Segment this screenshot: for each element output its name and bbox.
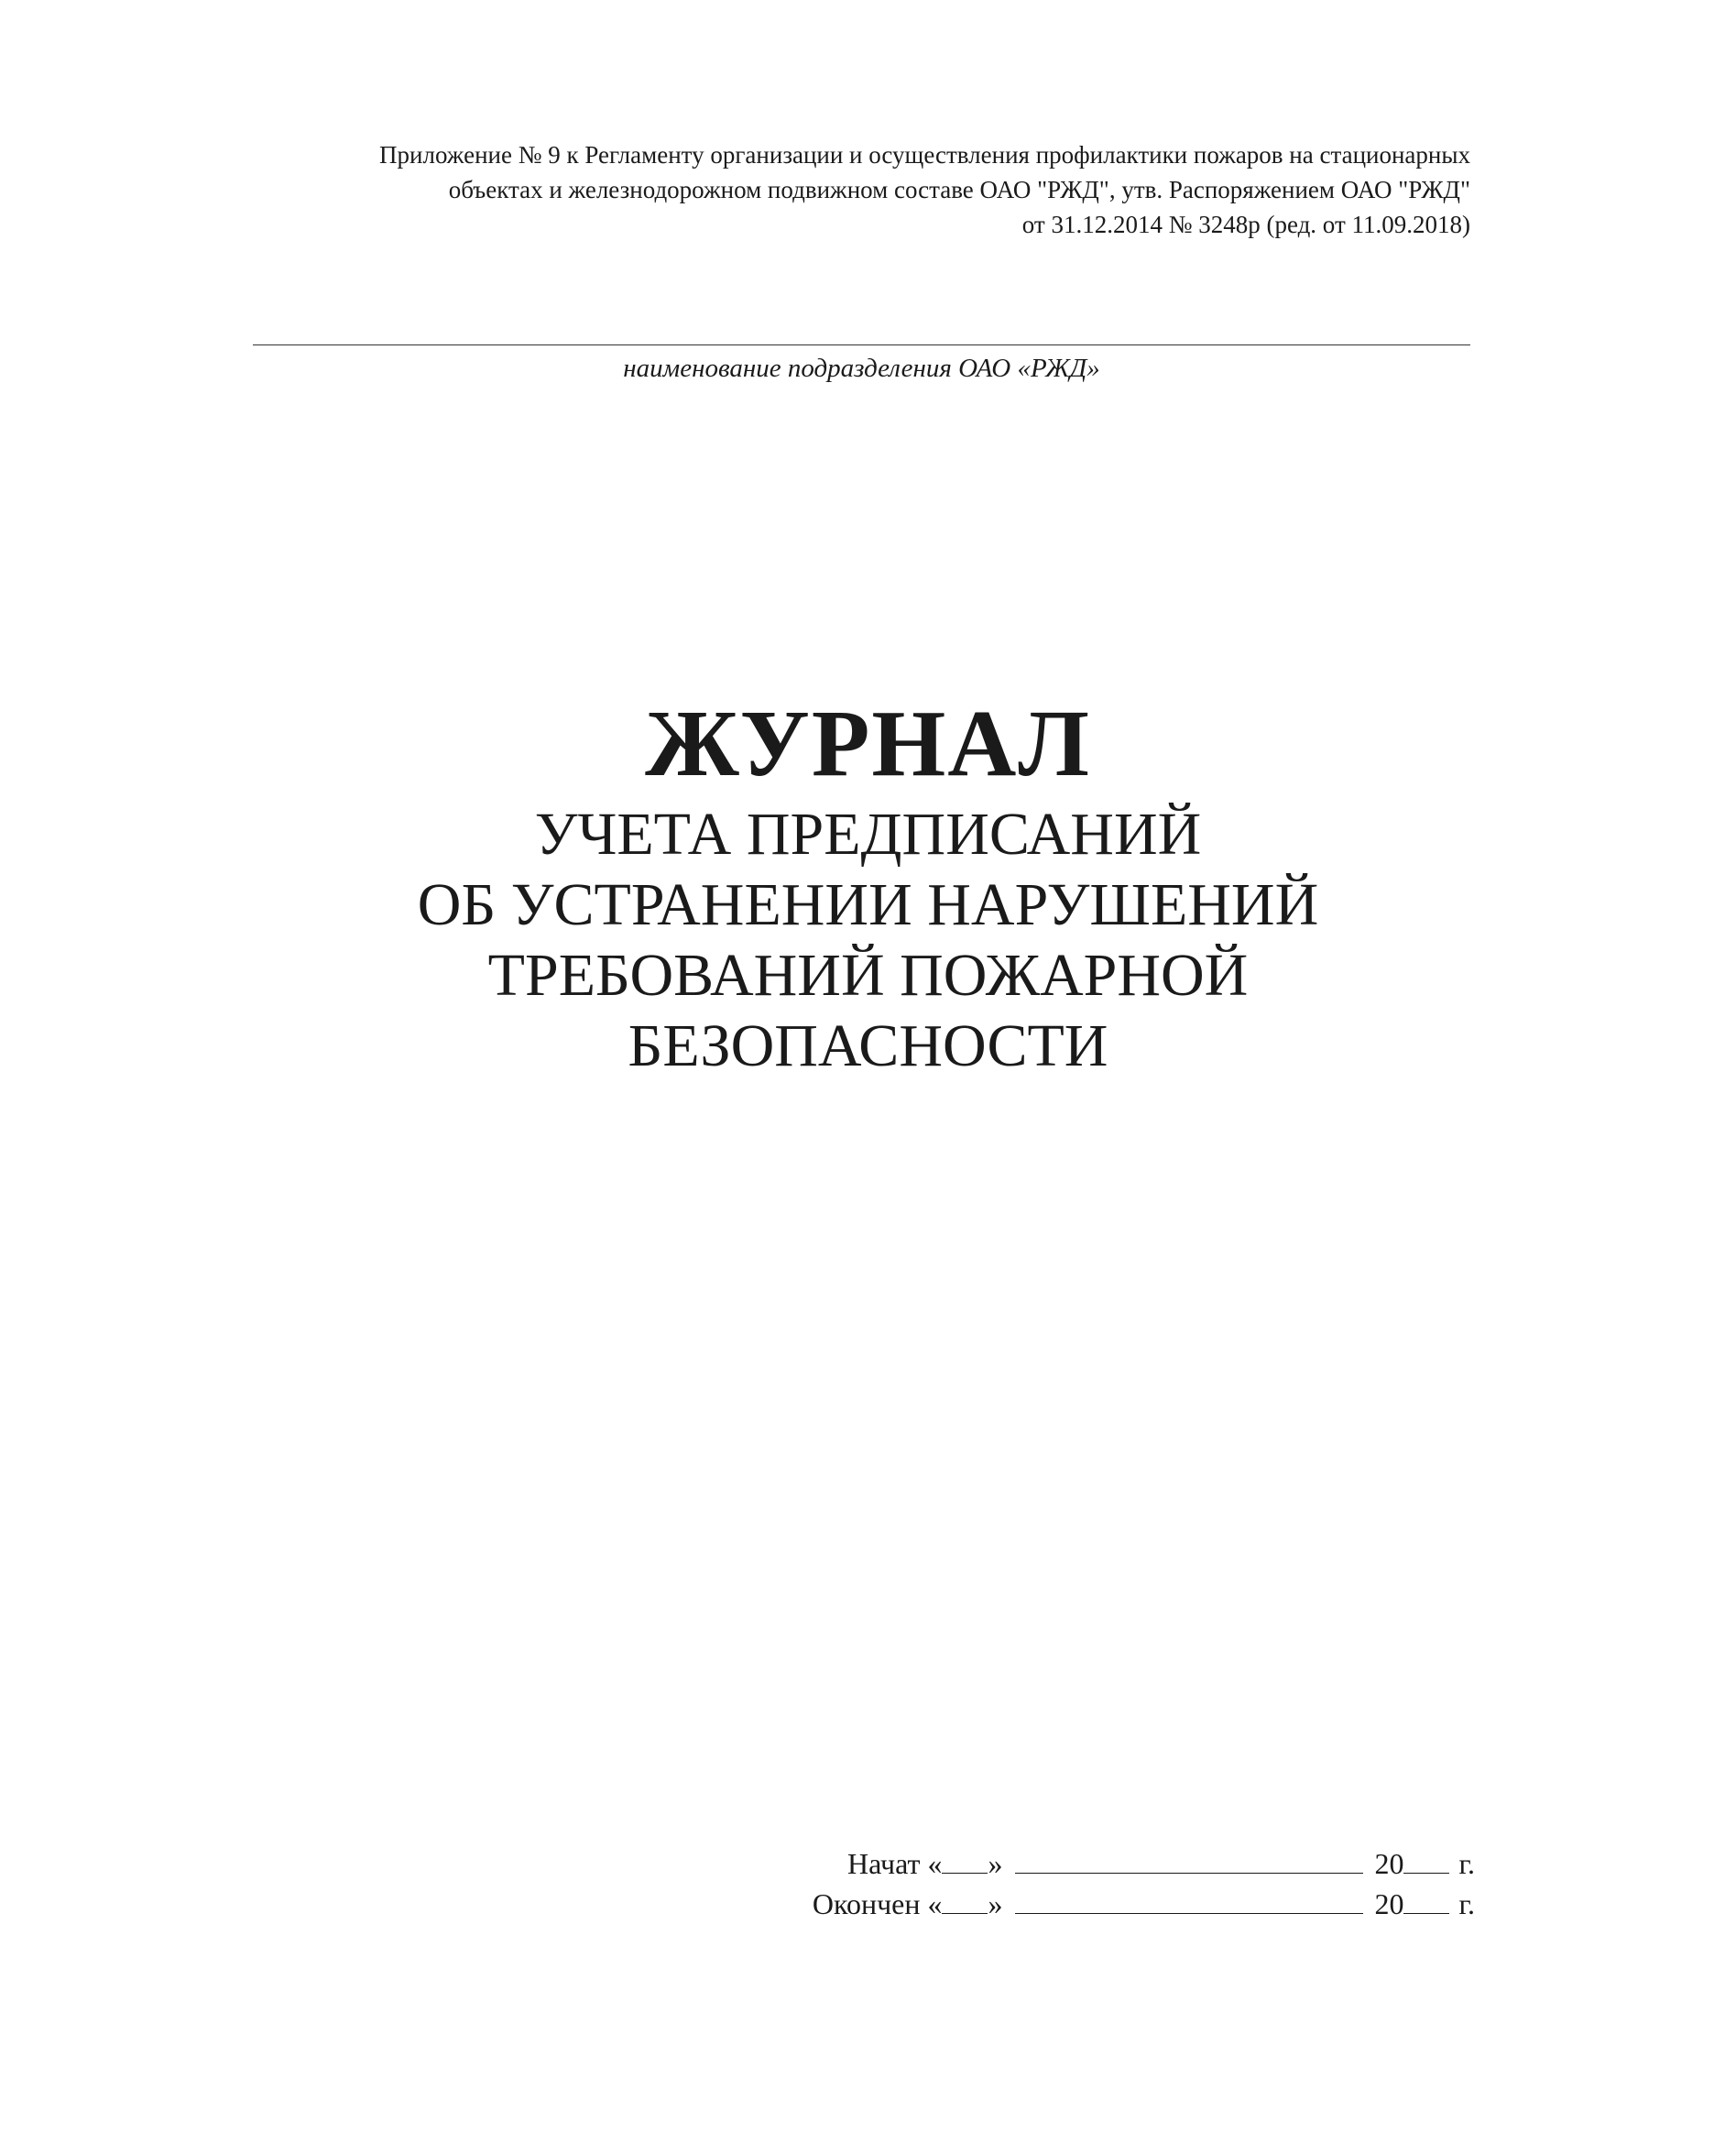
title-sub-line-3: ТРЕБОВАНИЙ ПОЖАРНОЙ (487, 942, 1249, 1009)
start-year-blank[interactable] (1403, 1851, 1449, 1874)
title-sub-line-4: БЕЗОПАСНОСТИ (628, 1012, 1108, 1079)
appendix-note (275, 137, 1470, 242)
appendix-line-3: от 31.12.2014 № 3248р (ред. от 11.09.2018) (1021, 211, 1470, 238)
start-year-suffix: г. (1458, 1847, 1475, 1880)
start-date-row (641, 1843, 1475, 1884)
title-block (0, 689, 1736, 1081)
start-year-prefix: 20 (1374, 1847, 1404, 1880)
end-date-row (641, 1884, 1475, 1924)
start-day-blank[interactable] (942, 1851, 988, 1874)
title-main: ЖУРНАЛ (645, 691, 1091, 796)
end-date-label: Окончен « (812, 1887, 943, 1920)
appendix-line-1: Приложение № 9 к Регламенту организации и осуществления профилактики пожаров на стационарных (379, 141, 1470, 169)
end-close-quote: » (988, 1887, 1003, 1920)
end-year-prefix: 20 (1374, 1887, 1404, 1920)
org-name-fill-line (253, 344, 1470, 345)
end-day-blank[interactable] (942, 1891, 988, 1914)
start-month-blank[interactable] (1015, 1851, 1363, 1874)
end-year-suffix: г. (1458, 1887, 1475, 1920)
appendix-line-2: объектах и железнодорожном подвижном составе ОАО "РЖД", утв. Распоряжением ОАО "РЖД" (448, 176, 1470, 203)
start-close-quote: » (988, 1847, 1003, 1880)
title-sub-line-1: УЧЕТА ПРЕДПИСАНИЙ (534, 801, 1202, 868)
end-month-blank[interactable] (1015, 1891, 1363, 1914)
title-sub-line-2: ОБ УСТРАНЕНИИ НАРУШЕНИЙ (417, 871, 1319, 938)
end-year-blank[interactable] (1403, 1891, 1449, 1914)
org-name-caption: наименование подразделения ОАО «РЖД» (623, 354, 1100, 383)
journal-dates (641, 1843, 1475, 1924)
start-date-label: Начат « (847, 1847, 943, 1880)
